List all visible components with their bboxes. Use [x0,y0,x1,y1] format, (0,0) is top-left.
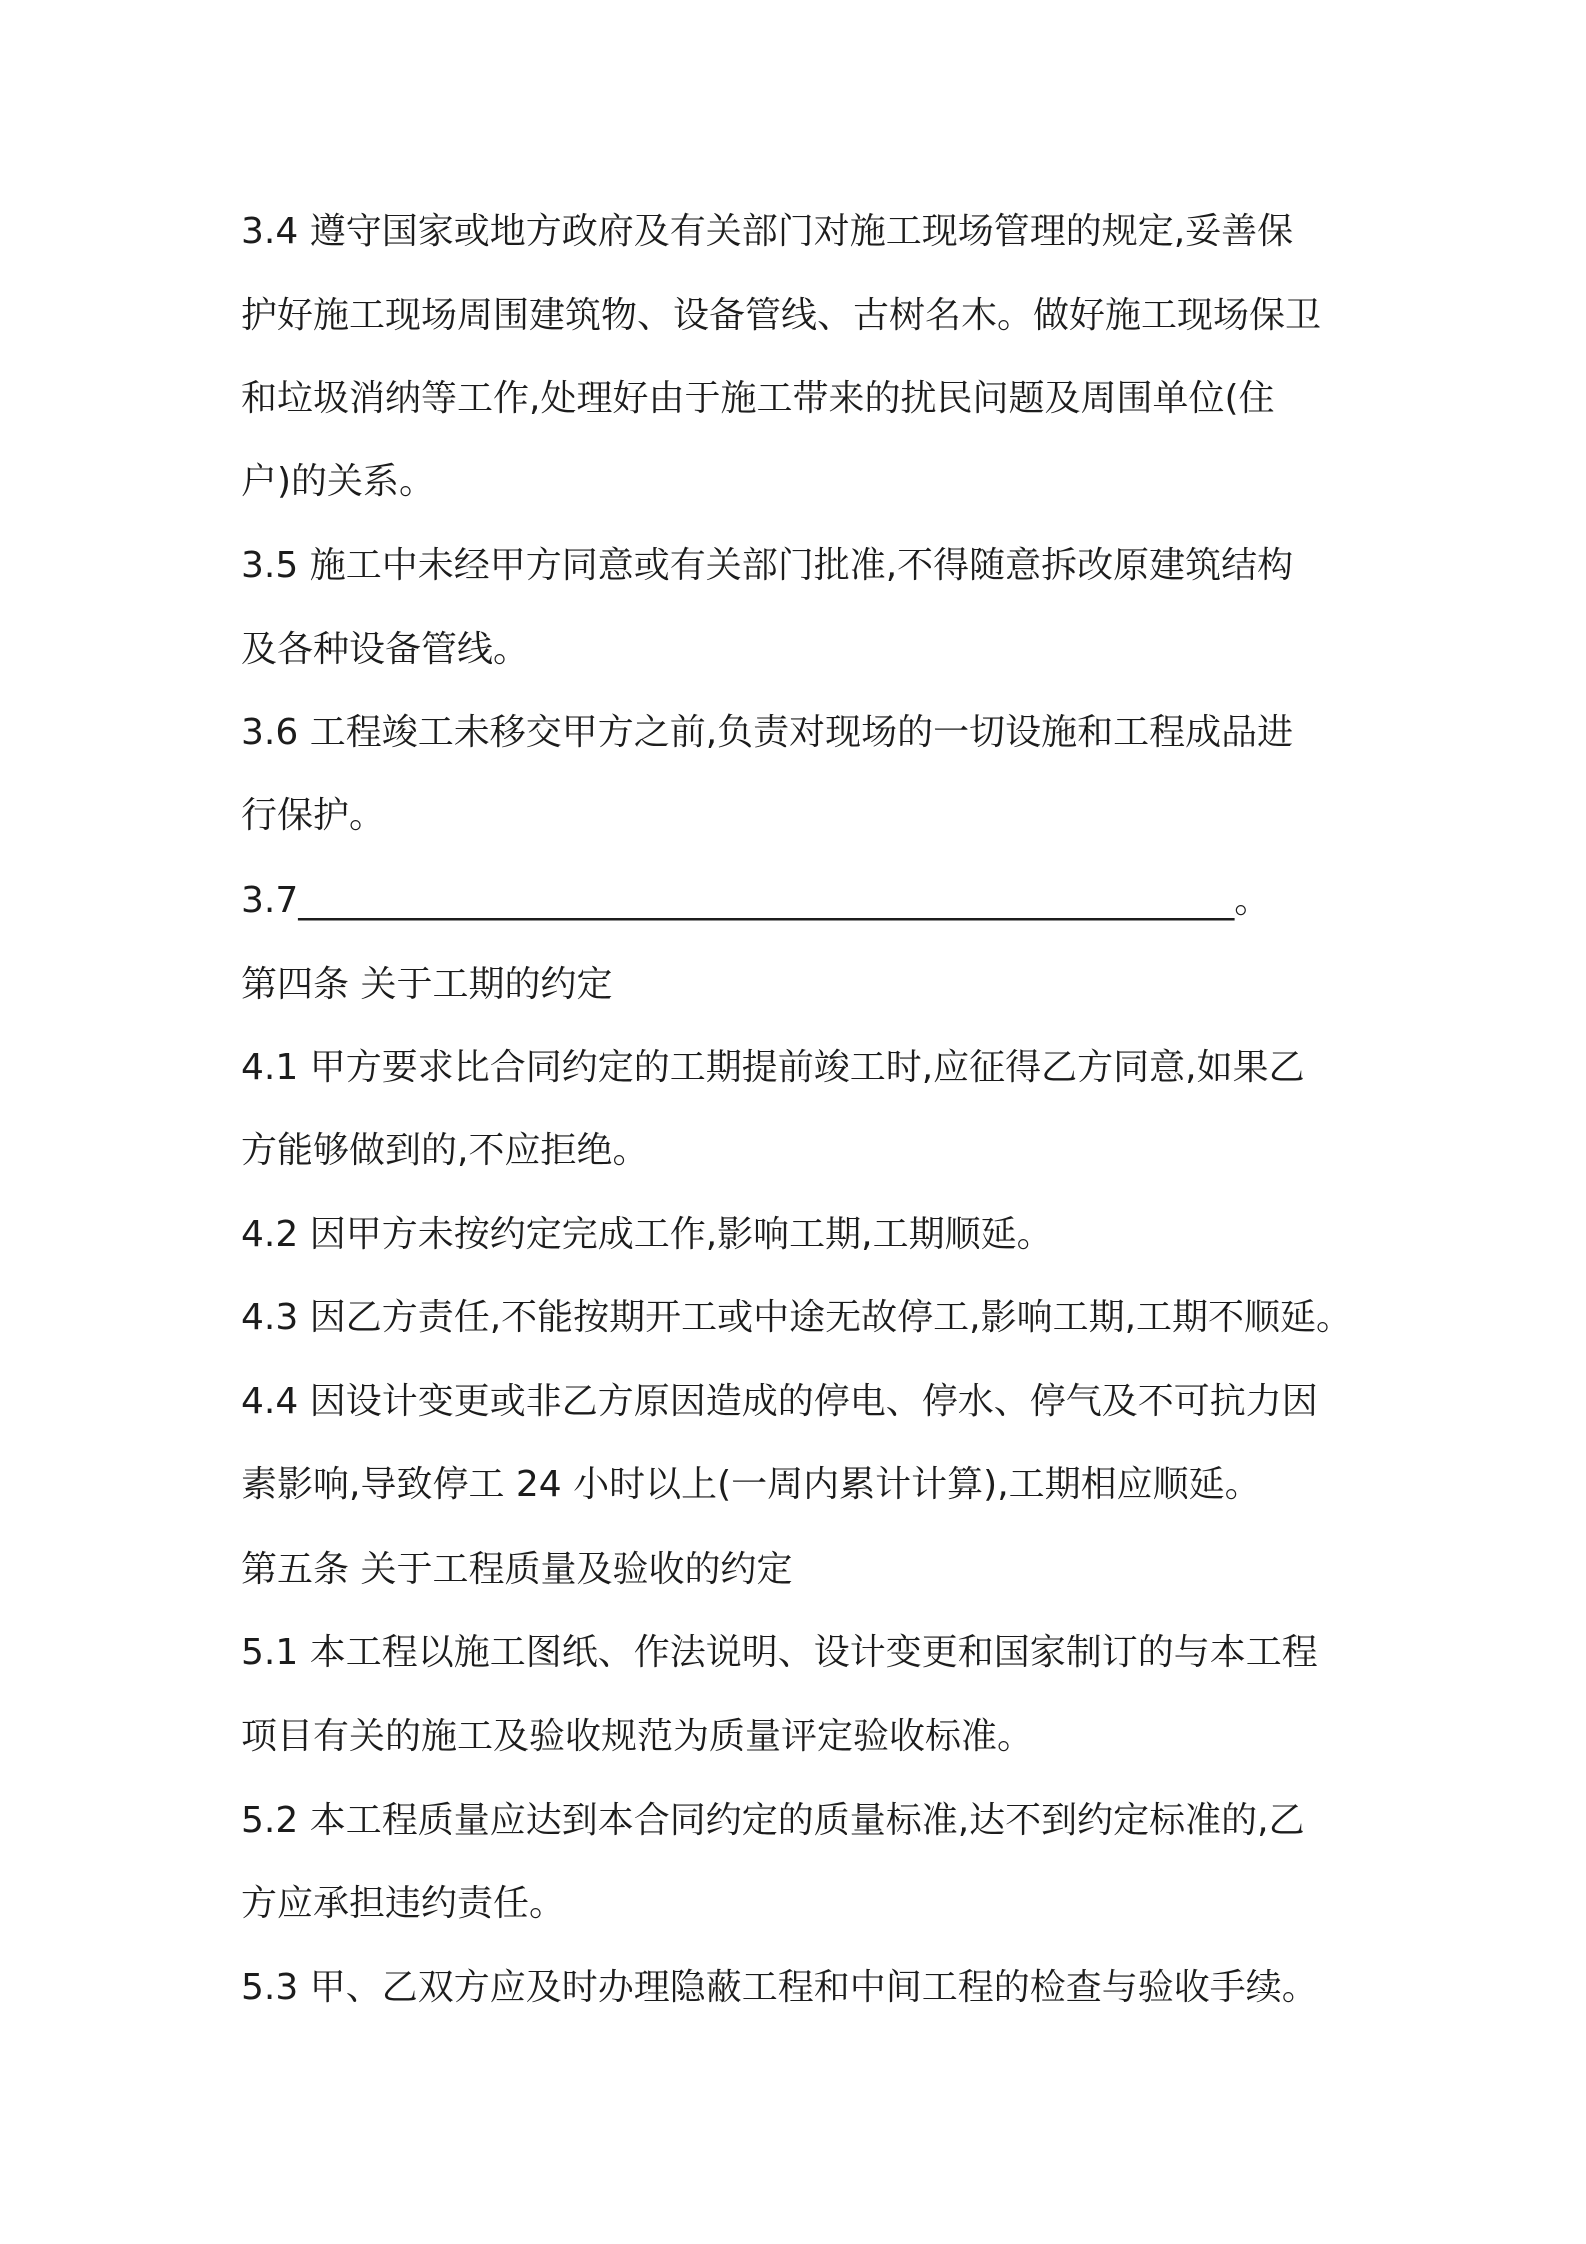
text-line: 4.1 甲方要求比合同约定的工期提前竣工时,应征得乙方同意,如果乙 [241,1047,1305,1088]
text-line: 5.3 甲、乙双方应及时办理隐蔽工程和中间工程的检查与验收手续。 [241,1967,1318,2008]
text-line: 项目有关的施工及验收规范为质量评定验收标准。 [241,1716,1034,1757]
blank-fill-line: 3.7____________________________________________________。 [241,880,1271,921]
text-line: 素影响,导致停工 24 小时以上(一周内累计计算),工期相应顺延。 [241,1464,1261,1505]
text-line: 4.3 因乙方责任,不能按期开工或中途无故停工,影响工期,工期不顺延。 [241,1297,1353,1338]
text-line: 和垃圾消纳等工作,处理好由于施工带来的扰民问题及周围单位(住 [241,378,1275,419]
text-line: 3.5 施工中未经甲方同意或有关部门批准,不得随意拆改原建筑结构 [241,545,1294,586]
text-line: 方能够做到的,不应拒绝。 [241,1130,649,1171]
text-line: 4.4 因设计变更或非乙方原因造成的停电、停水、停气及不可抗力因 [241,1381,1318,1422]
section-heading: 第四条 关于工期的约定 [241,964,613,1005]
section-heading: 第五条 关于工程质量及验收的约定 [241,1549,793,1590]
text-line: 及各种设备管线。 [241,629,530,670]
text-line: 户)的关系。 [241,461,436,502]
text-line: 4.2 因甲方未按约定完成工作,影响工期,工期顺延。 [241,1214,1053,1255]
text-line: 5.2 本工程质量应达到本合同约定的质量标准,达不到约定标准的,乙 [241,1800,1305,1841]
text-line: 护好施工现场周围建筑物、设备管线、古树名木。做好施工现场保卫 [241,295,1322,336]
text-line: 3.6 工程竣工未移交甲方之前,负责对现场的一切设施和工程成品进 [241,712,1294,753]
text-line: 3.4 遵守国家或地方政府及有关部门对施工现场管理的规定,妥善保 [241,211,1294,252]
text-line: 行保护。 [241,795,386,836]
text-line: 5.1 本工程以施工图纸、作法说明、设计变更和国家制订的与本工程 [241,1632,1318,1673]
text-line: 方应承担违约责任。 [241,1883,566,1924]
